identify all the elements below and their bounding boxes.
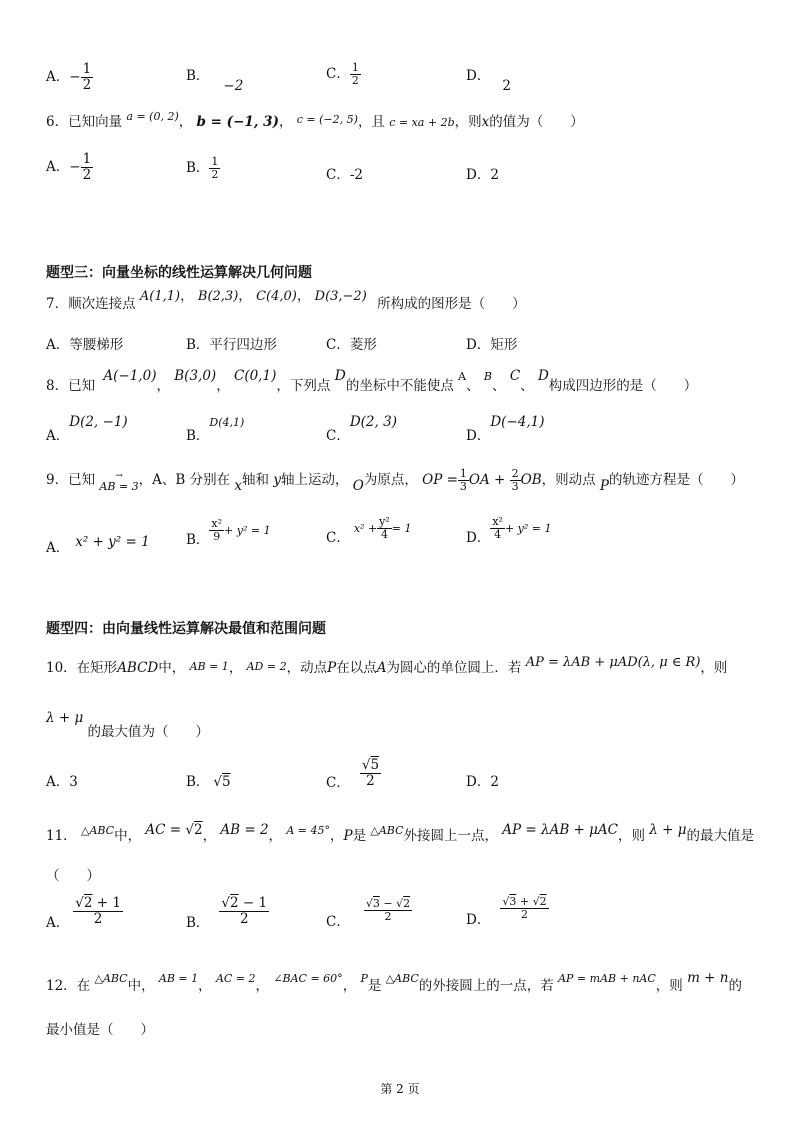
q8-option-c: C．D(2, 3) [326, 414, 397, 444]
q5-option-d: D．2 [466, 68, 511, 94]
q6-option-c: C．-2 [326, 167, 363, 183]
q6-option-d: D．2 [466, 167, 499, 183]
q10-option-c: C． √ $\frac{5}{2}$ [326, 758, 381, 789]
q8-option-d: D．D(−4,1) [466, 414, 545, 444]
q11-option-b: B． √ $\frac{2 - 1}{2}$ [186, 896, 269, 927]
q11-option-a: A． √ $\frac{2 + 1}{2}$ [46, 896, 123, 927]
q11-option-d: D． √ $\frac{3 + √ 2}{2}$ [466, 896, 549, 921]
q7-option-b: B．平行四边形 [186, 337, 277, 353]
q10-option-a: A．3 [46, 774, 78, 790]
section-4-title: 题型四：由向量线性运算解决最值和范围问题 [46, 621, 326, 637]
q5-option-c: C． $\frac{1}{2}$ [326, 61, 359, 88]
q11-option-c: C． √ $\frac{3 - √ 2}{2}$ [326, 898, 412, 923]
question-11-line2: （ ） [46, 868, 100, 884]
page-number: 第 2 页 [380, 1082, 420, 1096]
q7-option-a: A．等腰梯形 [46, 337, 124, 353]
q9-option-c: C．x² + $\frac{\text{y²}}{4}$ = 1 [326, 515, 412, 547]
q5-option-b: B．−2 [186, 68, 244, 94]
question-9: 9．已知 → AB = 3，A、B 分别在 x轴和 y轴上运动， O为原点， OP = $\frac{1}{3}$ OA + $\frac{2}{3}$ OB，则动点 P的轨迹方程是（ ） [46, 468, 744, 493]
q9-option-d: D． $\frac{\text{x²}}{4}$ + y² = 1 [466, 515, 552, 547]
q8-option-b: B．D(4,1) [186, 416, 245, 444]
question-12-line2: 最小值是（ ） [46, 1022, 154, 1038]
question-8: 8．已知 A(−1,0)， B(3,0)， C(0,1)，下列点 D的坐标中不能使点 A、 B、 C、 D构成四边形的是（ ） [46, 368, 698, 394]
question-10-line2: λ + μ 的最大值为（ ） [46, 710, 210, 740]
question-6: 6．已知向量 $^{a = (0, 2)}$， b = (−1, 3)， $^{c = (-2, 5)}$，且 c = xa + 2b，则x的值为（ ） [46, 110, 584, 130]
q10-option-b: B．√ 5 [186, 770, 231, 790]
q8-option-a: A．D(2, −1) [46, 414, 128, 444]
question-7: 7．顺次连接点 A(1,1)， B(2,3)， C(4,0)， D(3,−2) 所构成的图形是（ ） [46, 288, 526, 312]
q6-option-b: B． $\frac{1}{2}$ [186, 155, 219, 182]
q9-option-b: B． $\frac{\text{x²}}{9}$ + y² = 1 [186, 517, 271, 549]
q5-option-a: A．− $\frac{1}{2}$ [46, 61, 92, 93]
question-11: 11． △ABC中， AC = √ 2， AB = 2， A = 45°，P是 △ABC外接圆上一点， AP = λAB + μAC，则 λ + μ的最大值是 [46, 818, 754, 838]
q10-option-d: D．2 [466, 774, 499, 790]
q9-option-a: A． x² + y² = 1 [46, 534, 150, 556]
section-3-title: 题型三：向量坐标的线性运算解决几何问题 [46, 265, 312, 281]
question-10: 10．在矩形ABCD中， $_{AB = 1}$， $_{AD = 2}$，动点P在以点A为圆心的单位圆上．若 AP = λAB + μAD(λ, μ ∈ R)，则 [46, 655, 728, 676]
q7-option-d: D．矩形 [466, 337, 518, 353]
question-12: 12．在 △ABC中， AB = 1， AC = 2， ∠BAC = 60°， P是 △ABC的外接圆上的一点，若 AP = mAB + nAC，则 m + n的 [46, 970, 742, 994]
q7-option-c: C．菱形 [326, 337, 377, 353]
q6-option-a: A．− $\frac{1}{2}$ [46, 151, 92, 183]
